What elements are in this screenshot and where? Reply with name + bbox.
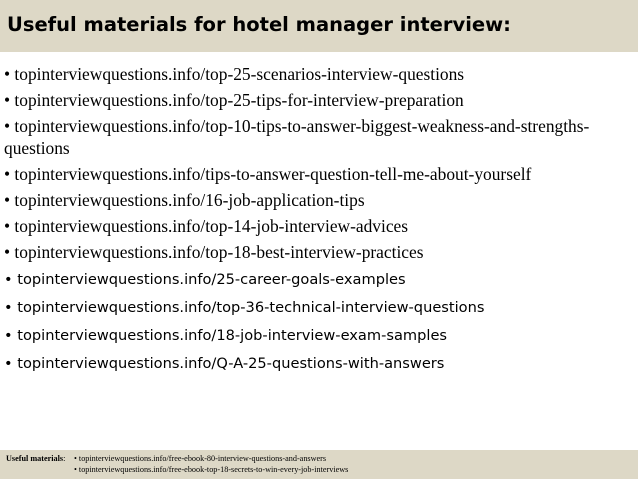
link-item[interactable]: • topinterviewquestions.info/top-18-best-interview-practices <box>4 242 424 262</box>
footer-label-text: Useful materials <box>6 454 64 463</box>
link-item[interactable]: • topinterviewquestions.info/top-25-scenarios-interview-questions <box>4 64 465 84</box>
link-item[interactable]: • topinterviewquestions.info/18-job-interview-exam-samples <box>4 327 448 344</box>
header-bar <box>0 0 638 52</box>
link-item[interactable]: • topinterviewquestions.info/25-career-goals-examples <box>4 271 406 288</box>
link-item[interactable]: • topinterviewquestions.info/top-10-tips-to-answer-biggest-weakness-and-strengths-questions <box>4 116 590 158</box>
link-item[interactable]: • topinterviewquestions.info/top-14-job-interview-advices <box>4 216 409 236</box>
footer-label-spacer <box>6 465 74 476</box>
links-list <box>4 63 634 379</box>
footer-row <box>6 465 638 476</box>
link-item[interactable]: • topinterviewquestions.info/Q-A-25-questions-with-answers <box>4 355 445 372</box>
link-item[interactable]: • topinterviewquestions.info/16-job-application-tips <box>4 190 365 210</box>
link-item[interactable]: • topinterviewquestions.info/top-36-technical-interview-questions <box>4 299 485 316</box>
footer-link[interactable]: • topinterviewquestions.info/free-ebook-80-interview-questions-and-answers <box>74 454 327 463</box>
footer-row <box>6 454 638 465</box>
footer-label-colon: : <box>63 454 66 463</box>
footer-bar <box>0 450 638 479</box>
footer-link[interactable]: • topinterviewquestions.info/free-ebook-top-18-secrets-to-win-every-job-interviews <box>74 464 349 474</box>
page-title: Useful materials for hotel manager interview: <box>7 13 511 36</box>
footer-label <box>6 454 74 465</box>
link-item[interactable]: • topinterviewquestions.info/top-25-tips-for-interview-preparation <box>4 90 464 110</box>
link-item[interactable]: • topinterviewquestions.info/tips-to-answer-question-tell-me-about-yourself <box>4 164 532 184</box>
